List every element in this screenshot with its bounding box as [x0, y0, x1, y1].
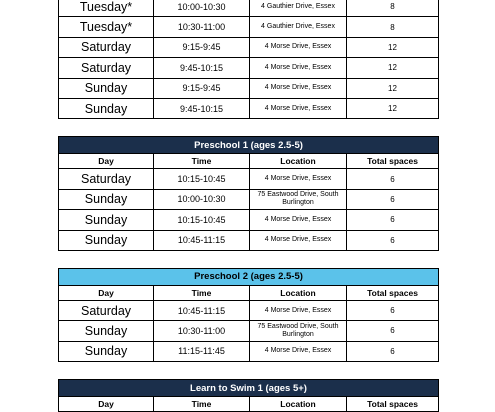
spaces-cell: 12 [347, 98, 439, 118]
location-cell: 75 Eastwood Drive, South Burlington [250, 189, 347, 209]
section-gap [58, 251, 438, 268]
spaces-cell: 6 [347, 189, 439, 209]
learn-to-swim-1-table [58, 379, 439, 412]
section-gap [58, 362, 438, 379]
table-row [59, 58, 439, 78]
preschool-2-table [58, 268, 439, 362]
table-row [59, 341, 439, 361]
table-row [59, 169, 439, 189]
day-cell: Saturday [59, 37, 154, 57]
day-cell: Sunday [59, 78, 154, 98]
day-cell: Saturday [59, 300, 154, 320]
spaces-cell: 8 [347, 0, 439, 17]
spaces-cell: 6 [347, 230, 439, 250]
time-cell: 9:45-10:15 [154, 58, 250, 78]
location-cell: 4 Morse Drive, Essex [250, 98, 347, 118]
location-header: Location [250, 397, 347, 412]
day-cell: Sunday [59, 230, 154, 250]
time-cell: 10:00-10:30 [154, 189, 250, 209]
day-header: Day [59, 285, 154, 300]
day-cell: Sunday [59, 98, 154, 118]
time-cell: 10:15-10:45 [154, 210, 250, 230]
spaces-cell: 12 [347, 78, 439, 98]
day-cell: Sunday [59, 321, 154, 341]
day-cell: Tuesday* [59, 17, 154, 37]
table-row [59, 78, 439, 98]
spaces-cell: 6 [347, 300, 439, 320]
location-cell: 4 Gauthier Drive, Essex [250, 17, 347, 37]
spaces-cell: 6 [347, 321, 439, 341]
location-cell: 4 Morse Drive, Essex [250, 37, 347, 57]
time-cell: 9:45-10:15 [154, 98, 250, 118]
spaces-cell: 12 [347, 58, 439, 78]
section-title-row [59, 137, 439, 154]
table-row [59, 230, 439, 250]
spaces-cell: 6 [347, 210, 439, 230]
spaces-header: Total spaces [347, 397, 439, 412]
table-row [59, 300, 439, 320]
time-header: Time [154, 285, 250, 300]
day-cell: Tuesday* [59, 0, 154, 17]
time-cell: 9:15-9:45 [154, 78, 250, 98]
day-header: Day [59, 397, 154, 412]
location-cell: 4 Morse Drive, Essex [250, 230, 347, 250]
day-header: Day [59, 154, 154, 169]
time-cell: 10:00-10:30 [154, 0, 250, 17]
location-cell: 4 Morse Drive, Essex [250, 300, 347, 320]
location-cell: 75 Eastwood Drive, South Burlington [250, 321, 347, 341]
day-cell: Saturday [59, 169, 154, 189]
top-schedule-table [58, 0, 439, 119]
time-header: Time [154, 154, 250, 169]
location-cell: 4 Morse Drive, Essex [250, 78, 347, 98]
preschool-2-title: Preschool 2 (ages 2.5-5) [59, 268, 439, 285]
location-cell: 4 Gauthier Drive, Essex [250, 0, 347, 17]
day-cell: Saturday [59, 58, 154, 78]
location-cell: 4 Morse Drive, Essex [250, 169, 347, 189]
table-row [59, 189, 439, 209]
preschool-1-title: Preschool 1 (ages 2.5-5) [59, 137, 439, 154]
day-cell: Sunday [59, 189, 154, 209]
location-cell: 4 Morse Drive, Essex [250, 341, 347, 361]
spaces-cell: 12 [347, 37, 439, 57]
table-row [59, 321, 439, 341]
table-row [59, 37, 439, 57]
spaces-header: Total spaces [347, 285, 439, 300]
time-header: Time [154, 397, 250, 412]
spaces-cell: 6 [347, 169, 439, 189]
spaces-header: Total spaces [347, 154, 439, 169]
spaces-cell: 8 [347, 17, 439, 37]
column-header-row [59, 397, 439, 412]
column-header-row [59, 154, 439, 169]
time-cell: 10:15-10:45 [154, 169, 250, 189]
table-row [59, 17, 439, 37]
table-row [59, 210, 439, 230]
time-cell: 10:45-11:15 [154, 300, 250, 320]
section-title-row [59, 380, 439, 397]
schedule-document [58, 0, 438, 412]
time-cell: 9:15-9:45 [154, 37, 250, 57]
day-cell: Sunday [59, 210, 154, 230]
time-cell: 10:45-11:15 [154, 230, 250, 250]
location-cell: 4 Morse Drive, Essex [250, 210, 347, 230]
time-cell: 11:15-11:45 [154, 341, 250, 361]
table-row [59, 0, 439, 17]
section-title-row [59, 268, 439, 285]
time-cell: 10:30-11:00 [154, 321, 250, 341]
table-row [59, 98, 439, 118]
learn-to-swim-1-title: Learn to Swim 1 (ages 5+) [59, 380, 439, 397]
spaces-cell: 6 [347, 341, 439, 361]
time-cell: 10:30-11:00 [154, 17, 250, 37]
location-cell: 4 Morse Drive, Essex [250, 58, 347, 78]
preschool-1-table [58, 136, 439, 251]
day-cell: Sunday [59, 341, 154, 361]
section-gap [58, 119, 438, 136]
column-header-row [59, 285, 439, 300]
location-header: Location [250, 154, 347, 169]
location-header: Location [250, 285, 347, 300]
